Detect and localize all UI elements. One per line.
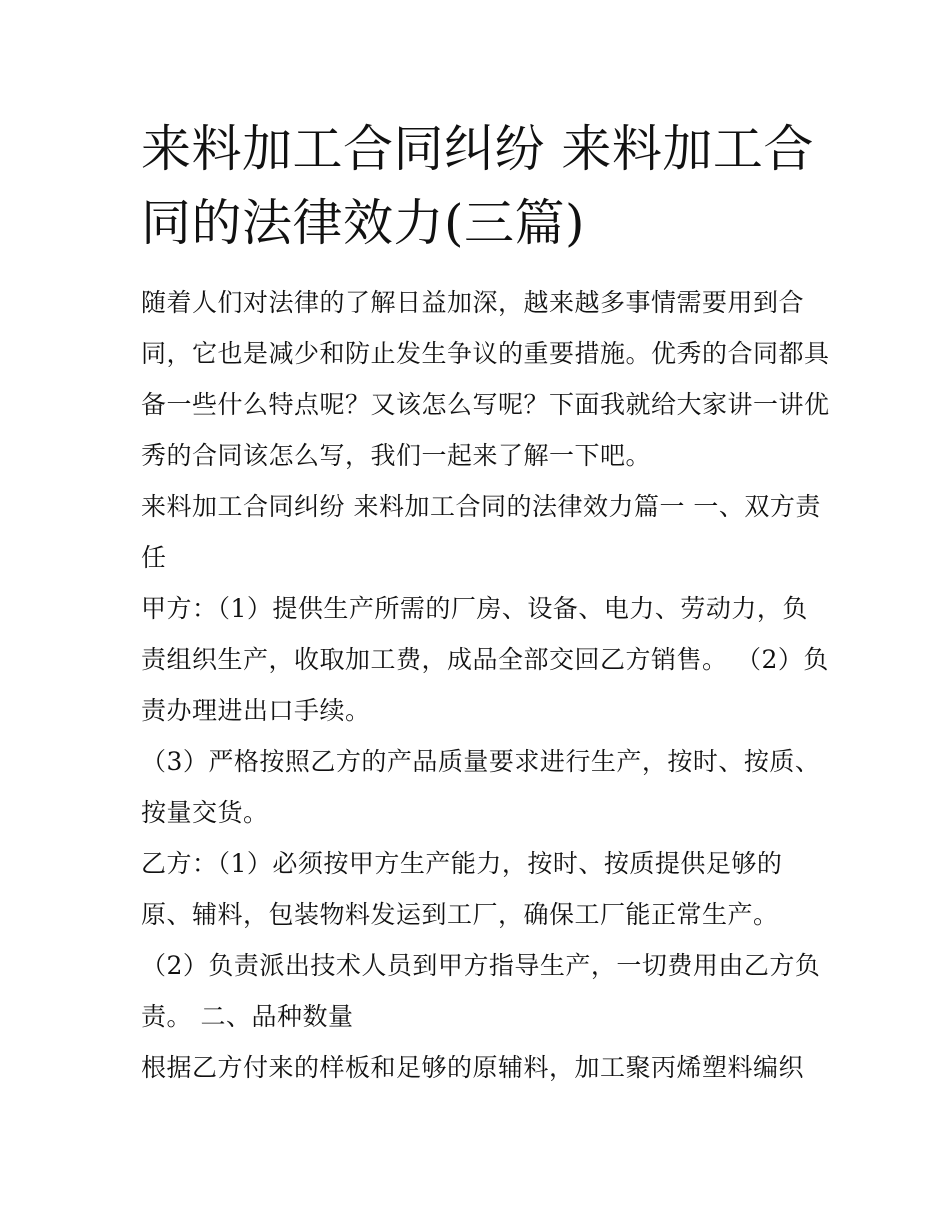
- body-line: 责办理进出口手续。: [141, 696, 371, 725]
- body-line: 任: [141, 543, 167, 572]
- document-body: [141, 277, 830, 1093]
- body-line: （2）负责派出技术人员到甲方指导生产，一切费用由乙方负: [141, 951, 821, 980]
- title-line: 来料加工合同纠纷 来料加工合: [141, 120, 814, 178]
- document-title: [141, 112, 821, 260]
- body-line: 根据乙方付来的样板和足够的原辅料，加工聚丙烯塑料编织: [141, 1053, 805, 1082]
- body-line: 责。 二、品种数量: [141, 1002, 354, 1031]
- body-line: （3）严格按照乙方的产品质量要求进行生产，按时、按质、: [141, 747, 821, 776]
- body-line: 乙方：（1）必须按甲方生产能力，按时、按质提供足够的: [141, 849, 783, 878]
- body-line: 随着人们对法律的了解日益加深，越来越多事情需要用到合: [141, 288, 805, 317]
- body-line: 按量交货。: [141, 798, 269, 827]
- body-line: 甲方：（1）提供生产所需的厂房、设备、电力、劳动力，负: [141, 594, 808, 623]
- body-line: 秀的合同该怎么写，我们一起来了解一下吧。: [141, 441, 652, 470]
- body-line: 备一些什么特点呢？又该怎么写呢？下面我就给大家讲一讲优: [141, 390, 830, 419]
- body-line: 责组织生产，收取加工费，成品全部交回乙方销售。 （2）负: [141, 645, 829, 674]
- body-line: 来料加工合同纠纷 来料加工合同的法律效力篇一 一、双方责: [141, 492, 821, 521]
- body-line: 同，它也是减少和防止发生争议的重要措施。优秀的合同都具: [141, 339, 830, 368]
- title-line: 同的法律效力(三篇): [141, 194, 586, 252]
- body-line: 原、辅料，包装物料发运到工厂，确保工厂能正常生产。: [141, 900, 779, 929]
